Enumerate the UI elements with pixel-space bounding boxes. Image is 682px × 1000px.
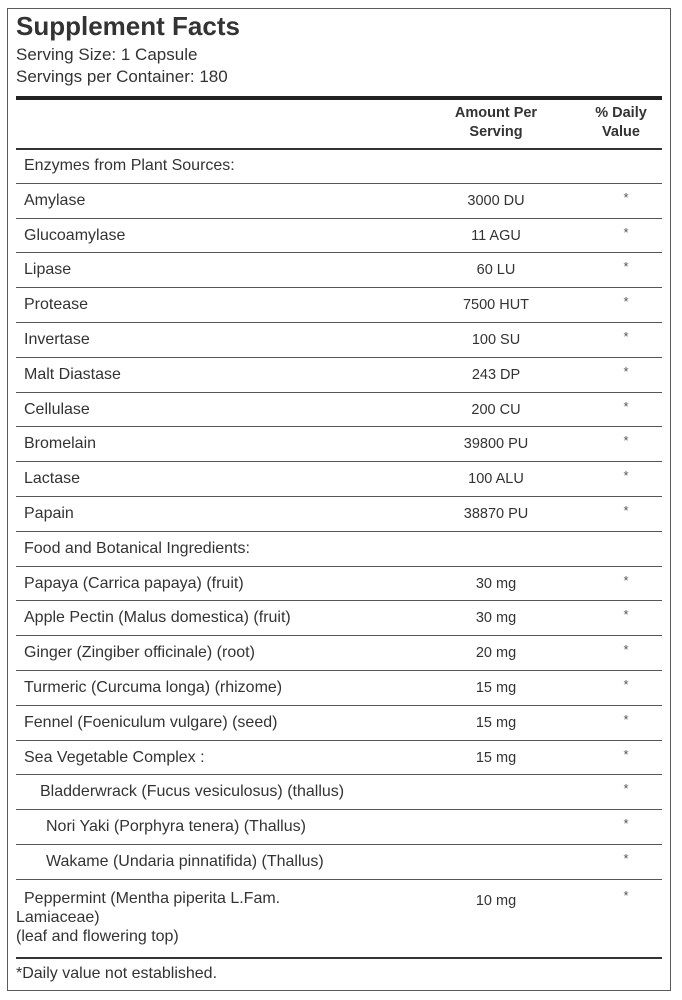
ingredient-amount: 200 CU (471, 401, 521, 418)
ingredient-name: Nori Yaki (Porphyra tenera) (Thallus) (46, 818, 306, 836)
table-row (16, 706, 662, 741)
ingredient-amount: 7500 HUT (462, 297, 530, 314)
table-row (16, 741, 662, 776)
ingredient-daily-value: * (623, 224, 629, 240)
serving-size: Serving Size: 1 Capsule (16, 45, 198, 64)
ingredient-name: Glucoamylase (24, 226, 126, 244)
ingredient-name: Protease (24, 296, 89, 314)
ingredient-amount: 15 mg (475, 749, 517, 766)
ingredient-amount: 243 DP (471, 366, 521, 383)
ingredient-amount: 100 ALU (468, 471, 524, 488)
peppermint-line1: Peppermint (Mentha piperita L.Fam. (24, 890, 281, 907)
ingredient-amount: 15 mg (475, 680, 517, 696)
ingredient-name (16, 889, 336, 946)
dv-header-line1: % Daily (595, 105, 647, 121)
footer-divider (16, 957, 662, 959)
ingredient-name: Fennel (Foeniculum vulgare) (seed) (24, 713, 278, 731)
panel-title: Supplement Facts (16, 11, 240, 41)
ingredient-amount: 39800 PU (463, 436, 529, 453)
ingredient-amount: 30 mg (475, 610, 517, 627)
ingredient-amount: 3000 DU (467, 192, 525, 209)
table-row (16, 845, 662, 880)
ingredient-daily-value: * (623, 468, 629, 484)
thick-divider (16, 96, 662, 100)
ingredient-daily-value: * (623, 677, 629, 692)
dv-header-line2: Value (602, 124, 640, 140)
ingredient-name: Bladderwrack (Fucus vesiculosus) (thallus) (40, 783, 345, 801)
ingredient-name: Malt Diastase (24, 365, 121, 383)
ingredient-amount: 20 mg (475, 645, 517, 662)
table-row (16, 219, 662, 254)
peppermint-line2: Lamiaceae) (16, 909, 100, 926)
ingredient-name: Cellulase (24, 400, 90, 418)
ingredient-daily-value: * (623, 294, 629, 310)
table-row (16, 601, 662, 636)
ingredient-name: Wakame (Undaria pinnatifida) (Thallus) (46, 853, 324, 870)
amount-header-line1: Amount Per (454, 105, 538, 121)
amount-per-serving-header (416, 104, 576, 142)
ingredient-name: Lipase (24, 261, 72, 279)
section-label: Food and Botanical Ingredients: (24, 539, 250, 557)
table-row (16, 671, 662, 706)
ingredient-amount: 30 mg (475, 575, 517, 592)
ingredient-daily-value: * (623, 851, 629, 866)
ingredient-amount: 60 LU (476, 262, 516, 279)
supplement-facts-panel (7, 8, 671, 991)
ingredient-daily-value: * (623, 607, 629, 623)
ingredient-daily-value: * (623, 816, 629, 832)
footnote: *Daily value not established. (16, 965, 218, 982)
table-row (16, 810, 662, 845)
ingredient-daily-value: * (623, 746, 629, 762)
ingredient-daily-value: * (623, 433, 629, 449)
ingredient-daily-value: * (623, 363, 629, 379)
table-row (16, 567, 662, 602)
ingredient-amount: 11 AGU (471, 227, 521, 244)
table-row (16, 427, 662, 462)
ingredient-name: Papaya (Carrica papaya) (fruit) (24, 574, 244, 592)
section-label: Enzymes from Plant Sources: (24, 157, 235, 174)
ingredient-daily-value: * (623, 572, 629, 588)
ingredient-name: Lactase (24, 470, 81, 488)
ingredient-name: Ginger (Zingiber officinale) (root) (24, 644, 255, 662)
daily-value-header (576, 104, 666, 142)
table-row (16, 323, 662, 358)
amount-header-line2: Serving (469, 124, 523, 140)
table-row-peppermint (16, 882, 662, 957)
ingredient-name: Sea Vegetable Complex : (24, 748, 205, 766)
servings-per-container: Servings per Container: 180 (16, 67, 228, 86)
ingredient-name: Papain (24, 505, 74, 522)
table-row (16, 636, 662, 671)
section-header-row (16, 532, 662, 567)
ingredient-name: Invertase (24, 331, 90, 348)
table-row (16, 393, 662, 428)
peppermint-line3: (leaf and flowering top) (16, 928, 179, 945)
ingredient-daily-value: * (623, 711, 629, 727)
table-row (16, 288, 662, 323)
table-row (16, 497, 662, 532)
ingredient-name: Apple Pectin (Malus domestica) (fruit) (24, 609, 291, 627)
table-row (16, 462, 662, 497)
ingredient-daily-value: * (623, 503, 629, 518)
ingredient-name: Amylase (24, 191, 86, 209)
ingredient-daily-value: * (623, 888, 629, 903)
ingredient-daily-value: * (623, 781, 629, 797)
ingredient-daily-value: * (623, 189, 629, 205)
ingredient-daily-value: * (623, 642, 629, 658)
table-row (16, 184, 662, 219)
ingredient-name: Turmeric (Curcuma longa) (rhizome) (24, 679, 283, 696)
table-row (16, 253, 662, 288)
ingredient-daily-value: * (623, 329, 629, 344)
section-header-row (16, 149, 662, 184)
ingredient-name: Bromelain (24, 435, 97, 453)
ingredient-daily-value: * (623, 259, 629, 275)
ingredient-daily-value: * (623, 398, 629, 414)
table-row (16, 775, 662, 810)
ingredient-amount: 15 mg (475, 714, 517, 731)
ingredient-amount: 38870 PU (463, 506, 529, 522)
ingredient-amount: 10 mg (475, 893, 517, 909)
ingredient-amount: 100 SU (471, 332, 521, 348)
table-row (16, 358, 662, 393)
